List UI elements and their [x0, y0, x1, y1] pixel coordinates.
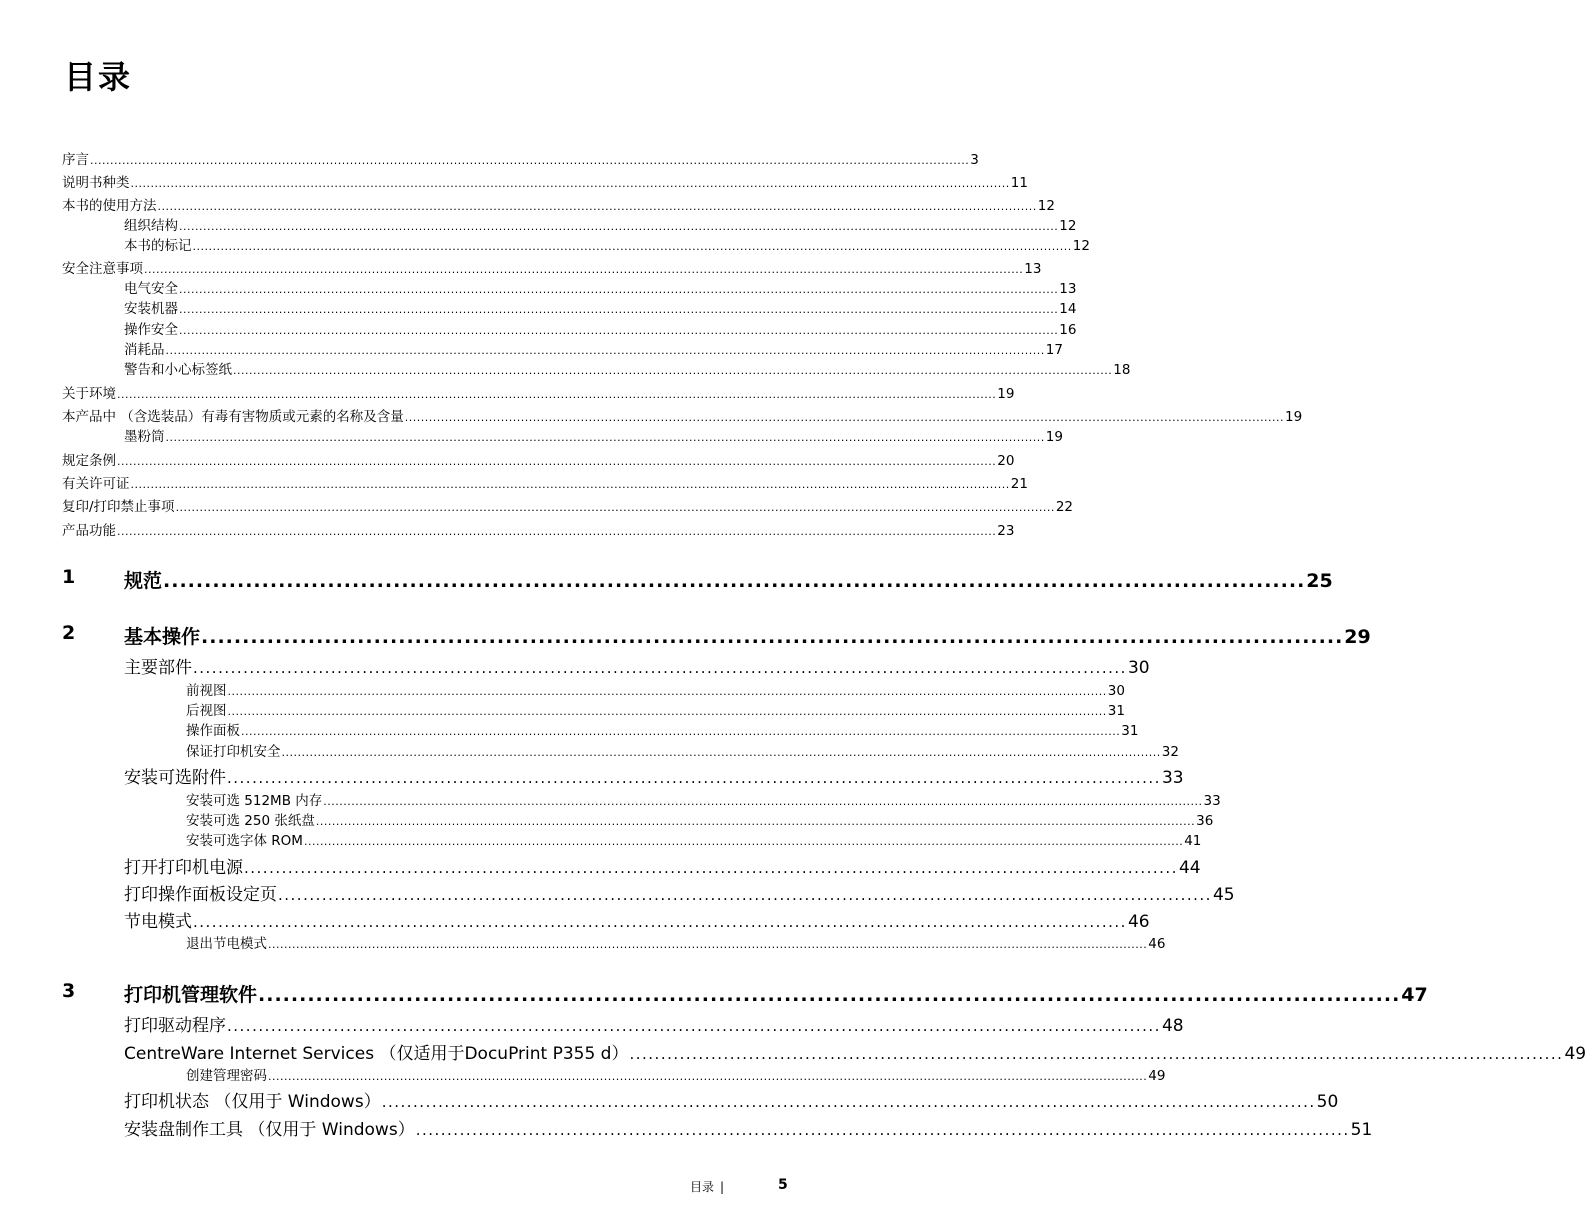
dot-leader: ............................................................................................................................................................................................................................ [227, 705, 1107, 718]
toc-section[interactable] [124, 1087, 1339, 1112]
toc-subentry[interactable] [124, 214, 1077, 234]
subsection-page: 33 [1203, 793, 1221, 809]
section-page: 33 [1161, 768, 1184, 788]
dot-leader: ............................................................................................................................................................................................................................ [323, 795, 1203, 808]
toc-subsection[interactable] [186, 679, 1125, 699]
toc-entry[interactable] [62, 472, 1028, 492]
dot-leader: ............................................................................................................................................................................................................................ [241, 725, 1121, 738]
toc-entry-preface[interactable] [62, 148, 979, 168]
toc-subentry[interactable] [124, 318, 1077, 338]
chapter-page: 29 [1344, 626, 1371, 648]
dot-leader: ............................................................................................................................................................................................................................ [179, 324, 1059, 337]
toc-subsection[interactable] [186, 1064, 1166, 1084]
dot-leader: ............................................................................................................................................................................................................................ [117, 455, 997, 468]
toc-entry-page: 3 [970, 152, 979, 168]
toc-entry-page: 19 [997, 386, 1015, 402]
dot-leader: ........................................................................................................................................... [201, 626, 1344, 648]
dot-leader: ..................................................................................................................................................... [193, 659, 1127, 677]
toc-entry[interactable] [62, 171, 1028, 191]
dot-leader: ..................................................................................................................................................... [381, 1093, 1316, 1111]
chapter-title: 规范 [124, 570, 163, 592]
dot-leader: ............................................................................................................................................................................................................................ [90, 154, 970, 167]
dot-leader: ............................................................................................................................................................................................................................ [165, 431, 1045, 444]
toc-subentry[interactable] [124, 338, 1063, 358]
toc-subentry[interactable] [124, 297, 1077, 317]
subsection-title: 前视图 [186, 683, 227, 699]
toc-entry-page: 20 [997, 453, 1015, 469]
toc-entry-label: 本产品中 （含选装品）有毒有害物质或元素的名称及含量 [62, 409, 404, 425]
toc-subsection[interactable] [186, 789, 1221, 809]
toc-entry-label: 警告和小心标签纸 [124, 362, 232, 378]
toc-subentry[interactable] [124, 358, 1131, 378]
subsection-title: 退出节电模式 [186, 936, 267, 952]
section-page: 45 [1212, 885, 1235, 905]
toc-section[interactable] [124, 1011, 1184, 1036]
toc-entry-label: 本书的标记 [124, 238, 192, 254]
toc-subsection[interactable] [186, 699, 1125, 719]
toc-subsection[interactable] [186, 809, 1214, 829]
page-title: 目录 [64, 58, 133, 96]
chapter-number: 1 [62, 566, 76, 588]
toc-section[interactable] [124, 907, 1150, 932]
toc-entry-label: 组织结构 [124, 218, 178, 234]
subsection-page: 31 [1121, 723, 1139, 739]
toc-entry-page: 19 [1045, 429, 1063, 445]
dot-leader: ..................................................................................................................................................... [415, 1121, 1350, 1139]
section-page: 30 [1127, 658, 1150, 678]
dot-leader: ............................................................................................................................................................................................................................ [117, 525, 997, 538]
dot-leader: ............................................................................................................................................................................................................................ [268, 938, 1148, 951]
section-title: 打开打印机电源 [124, 858, 243, 878]
toc-section[interactable] [124, 763, 1184, 788]
dot-leader: ............................................................................................................................................................................................................................ [157, 200, 1037, 213]
page-number: 5 [778, 1177, 788, 1193]
toc-entry-page: 12 [1059, 218, 1077, 234]
toc-entry[interactable] [62, 405, 1303, 425]
dot-leader: ............................................................................................................................................................................................................................ [130, 478, 1010, 491]
toc-entry[interactable] [62, 194, 1055, 214]
toc-chapter-2[interactable] [62, 622, 1371, 649]
dot-leader: ..................................................................................................................................................... [244, 859, 1178, 877]
toc-subsection[interactable] [186, 932, 1166, 952]
toc-subsection[interactable] [186, 829, 1202, 849]
subsection-page: 32 [1161, 744, 1179, 760]
dot-leader: ............................................................................................................................................................................................................................ [130, 177, 1010, 190]
toc-entry-label: 安全注意事项 [62, 261, 143, 277]
dot-leader: ............................................................................................................................................................................................................................ [175, 501, 1055, 514]
section-page: 50 [1316, 1092, 1339, 1112]
chapter-title: 基本操作 [124, 626, 201, 648]
dot-leader: ............................................................................................................................................................................................................................ [404, 411, 1285, 424]
dot-leader: ..................................................................................................................................................... [193, 913, 1127, 931]
toc-entry-page: 23 [997, 523, 1015, 539]
section-title: CentreWare Internet Services （仅适用于DocuPrint P355 d） [124, 1044, 629, 1064]
subsection-page: 49 [1148, 1068, 1166, 1084]
chapter-number: 2 [62, 622, 76, 644]
toc-entry-label: 产品功能 [62, 523, 116, 539]
section-page: 46 [1127, 912, 1150, 932]
toc-entry-page: 19 [1285, 409, 1303, 425]
dot-leader: ..................................................................................................................................................... [227, 1017, 1161, 1035]
subsection-page: 41 [1184, 833, 1202, 849]
toc-chapter-1[interactable] [62, 566, 1333, 593]
subsection-title: 安装可选字体 ROM [186, 833, 303, 849]
subsection-page: 31 [1107, 703, 1125, 719]
toc-entry-label: 有关许可证 [62, 476, 130, 492]
subsection-title: 安装可选 512MB 内存 [186, 793, 323, 809]
dot-leader: ............................................................................................................................................................................................................................ [303, 835, 1184, 848]
toc-entry-page: 21 [1010, 476, 1028, 492]
dot-leader: ............................................................................................................................................................................................................................ [179, 220, 1059, 233]
toc-entry[interactable] [62, 519, 1015, 539]
toc-subsection[interactable] [186, 719, 1139, 739]
dot-leader: ............................................................................................................................................................................................................................ [117, 388, 997, 401]
section-title: 打印机状态 （仅用于 Windows） [124, 1092, 381, 1112]
dot-leader: ............................................................................................................................................................................................................................ [268, 1070, 1148, 1083]
chapter-page: 25 [1306, 570, 1333, 592]
toc-entry-label: 消耗品 [124, 342, 165, 358]
toc-entry[interactable] [62, 382, 1015, 402]
chapter-page: 47 [1401, 984, 1428, 1006]
toc-section[interactable] [124, 880, 1235, 905]
toc-subentry[interactable] [124, 425, 1063, 445]
dot-leader: ............................................................................................................................................................................................................................ [179, 303, 1059, 316]
toc-entry-page: 12 [1037, 198, 1055, 214]
section-page: 48 [1161, 1016, 1184, 1036]
toc-chapter-3[interactable] [62, 980, 1428, 1007]
subsection-title: 创建管理密码 [186, 1068, 267, 1084]
section-page: 44 [1178, 858, 1201, 878]
dot-leader: ............................................................................................................................................................................................................................ [281, 746, 1161, 759]
toc-entry-label: 操作安全 [124, 322, 178, 338]
toc-entry[interactable] [62, 257, 1042, 277]
toc-entry-page: 12 [1072, 238, 1090, 254]
section-title: 节电模式 [124, 912, 192, 932]
toc-section[interactable] [124, 1039, 1586, 1064]
toc-subsection[interactable] [186, 740, 1179, 760]
toc-subentry[interactable] [124, 234, 1090, 254]
dot-leader: ............................................................................................................................................................................................................................ [144, 263, 1024, 276]
page-footer [690, 1177, 788, 1195]
toc-section[interactable] [124, 853, 1201, 878]
footer-label: 目录 [690, 1180, 715, 1194]
subsection-page: 36 [1196, 813, 1214, 829]
section-title: 主要部件 [124, 658, 192, 678]
toc-entry-label: 复印/打印禁止事项 [62, 499, 175, 515]
section-page: 49 [1564, 1044, 1586, 1064]
toc-entry-label: 规定条例 [62, 453, 116, 469]
toc-entry-page: 11 [1010, 175, 1028, 191]
toc-subentry[interactable] [124, 277, 1077, 297]
toc-entry-label: 本书的使用方法 [62, 198, 157, 214]
toc-entry-page: 14 [1059, 301, 1077, 317]
section-title: 打印驱动程序 [124, 1016, 226, 1036]
subsection-title: 后视图 [186, 703, 227, 719]
subsection-title: 保证打印机安全 [186, 744, 281, 760]
footer-separator: | [720, 1180, 725, 1194]
dot-leader: ............................................................................................................................................................................................................................ [165, 344, 1045, 357]
toc-entry[interactable] [62, 449, 1015, 469]
toc-entry-label: 序言 [62, 152, 89, 168]
subsection-page: 46 [1148, 936, 1166, 952]
toc-entry-page: 17 [1045, 342, 1063, 358]
subsection-title: 操作面板 [186, 723, 240, 739]
section-title: 安装盘制作工具 （仅用于 Windows） [124, 1120, 415, 1140]
toc-entry-page: 22 [1055, 499, 1073, 515]
dot-leader: ..................................................................................................................................................... [227, 769, 1161, 787]
dot-leader: ........................................................................................................................................... [258, 984, 1401, 1006]
toc-entry-page: 13 [1059, 281, 1077, 297]
toc-entry-label: 说明书种类 [62, 175, 130, 191]
dot-leader: ............................................................................................................................................................................................................................ [315, 815, 1196, 828]
toc-entry-page: 16 [1059, 322, 1077, 338]
toc-entry-label: 电气安全 [124, 281, 178, 297]
dot-leader: ............................................................................................................................................................................................................................ [192, 240, 1072, 253]
dot-leader: ............................................................................................................................................................................................................................ [233, 364, 1113, 377]
toc-section[interactable] [124, 653, 1150, 678]
toc-entry-page: 13 [1024, 261, 1042, 277]
subsection-page: 30 [1107, 683, 1125, 699]
dot-leader: ............................................................................................................................................................................................................................ [179, 283, 1059, 296]
toc-entry-label: 安装机器 [124, 301, 178, 317]
dot-leader: ............................................................................................................................................................................................................................ [227, 685, 1107, 698]
toc-section[interactable] [124, 1115, 1373, 1140]
section-title: 安装可选附件 [124, 768, 226, 788]
section-title: 打印操作面板设定页 [124, 885, 277, 905]
dot-leader: ..................................................................................................................................................... [629, 1045, 1564, 1063]
subsection-title: 安装可选 250 张纸盘 [186, 813, 315, 829]
section-page: 51 [1350, 1120, 1373, 1140]
toc-entry-label: 关于环境 [62, 386, 116, 402]
toc-entry[interactable] [62, 495, 1073, 515]
dot-leader: ..................................................................................................................................................... [278, 886, 1212, 904]
toc-entry-page: 18 [1113, 362, 1131, 378]
chapter-title: 打印机管理软件 [124, 984, 258, 1006]
toc-entry-label: 墨粉筒 [124, 429, 165, 445]
chapter-number: 3 [62, 980, 76, 1002]
dot-leader: ........................................................................................................................................... [163, 570, 1306, 592]
